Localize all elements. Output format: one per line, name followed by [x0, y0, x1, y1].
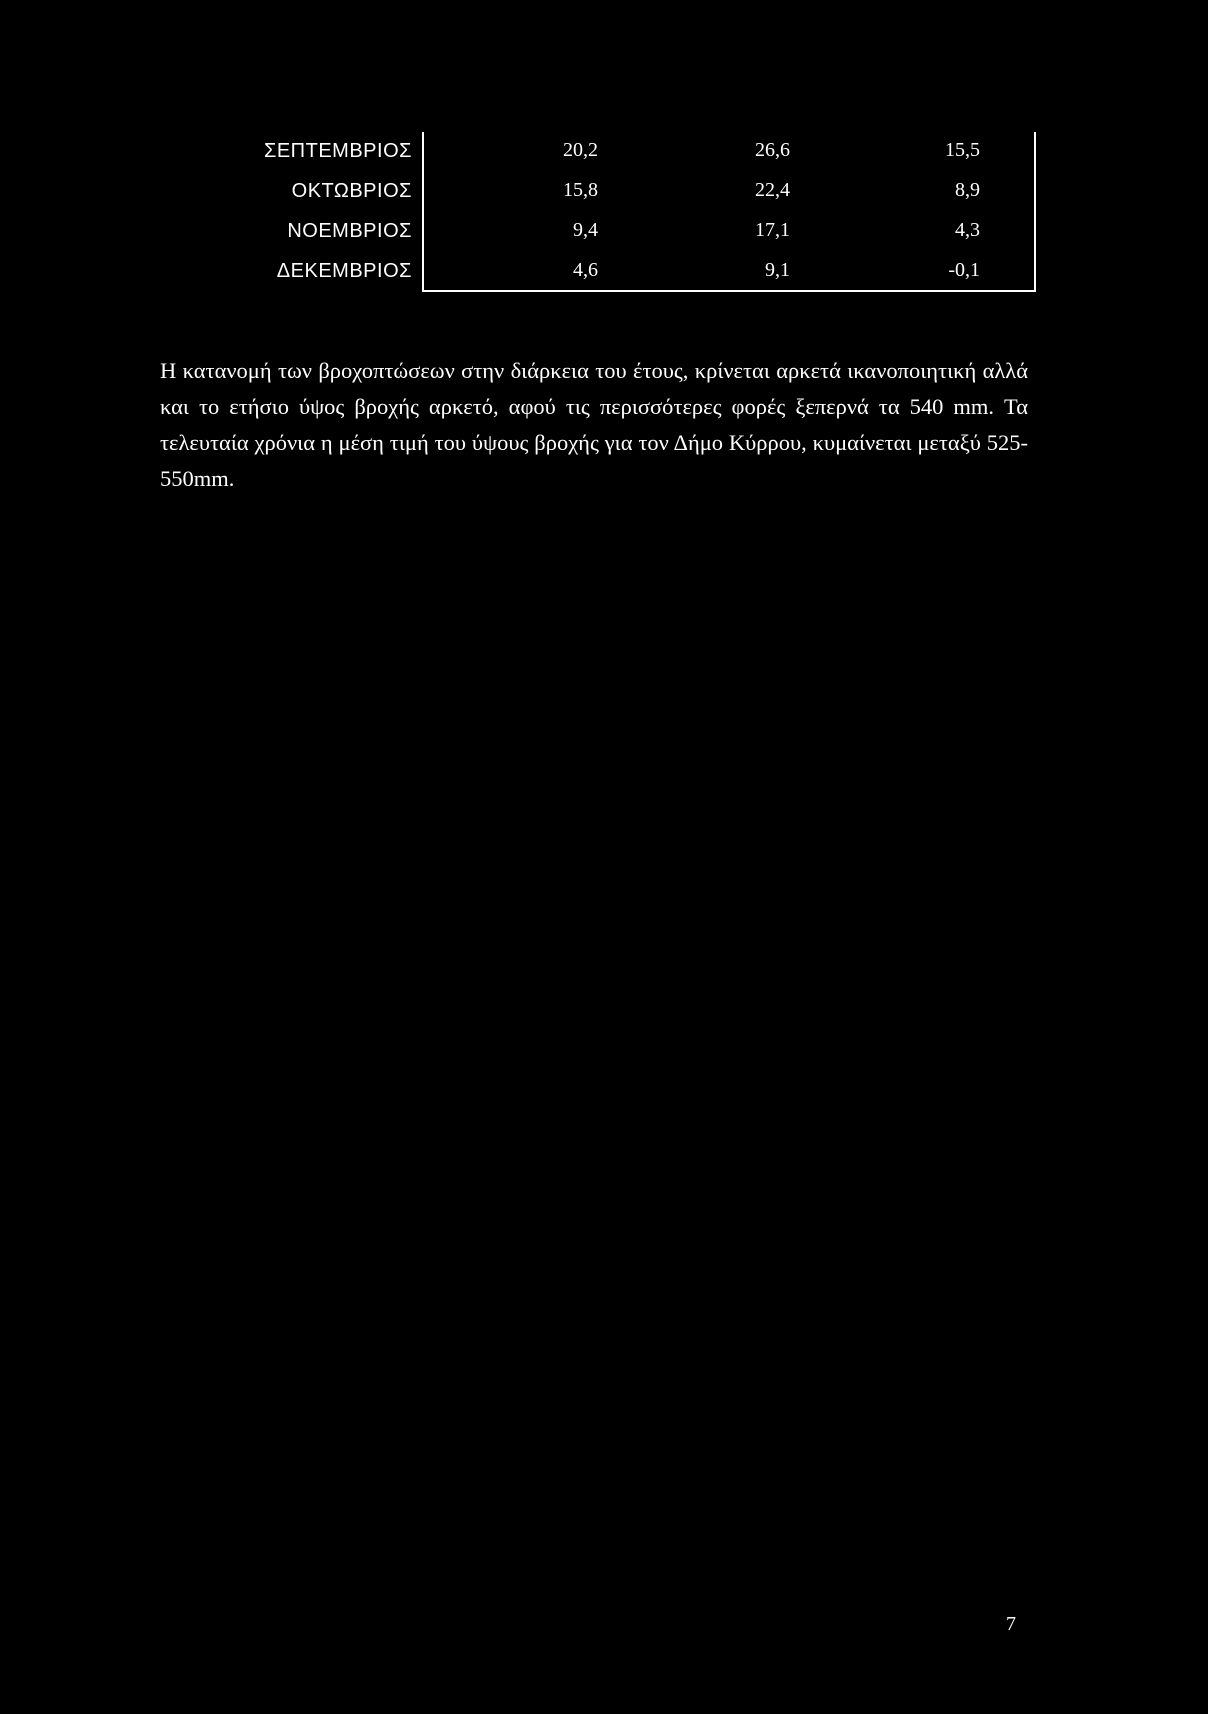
month-cell: ΔΕΚΕΜΒΡΙΟΣ: [276, 259, 412, 282]
table-row: [160, 251, 1036, 291]
month-cell: ΟΚΤΩΒΡΙΟΣ: [291, 179, 412, 202]
value-cell: 8,9: [955, 179, 980, 201]
value-cell: -0,1: [948, 259, 980, 281]
body-paragraph: Η κατανομή των βροχοπτώσεων στην διάρκεια του έτους, κρίνεται αρκετά ικανοποιητική αλλά και το ετήσιο ύψος βροχής αρκετό, αφού τις περισσότερες φορές ξεπερνά τα 540 mm. Τα τελευταία χρόνια η μέση τιμή του ύψους βροχής για τον Δήμο Κύρρου, κυμαίνεται μεταξύ 525-550mm.: [160, 357, 1028, 491]
value-cell: 17,1: [755, 219, 790, 241]
value-cell: 22,4: [755, 179, 790, 201]
values-group: [422, 211, 1036, 251]
values-group: [422, 171, 1036, 211]
page-number: 7: [1006, 1613, 1016, 1635]
value-cell: 15,5: [945, 139, 980, 161]
table-row: [160, 131, 1036, 171]
table-row: [160, 211, 1036, 251]
values-group: [422, 251, 1036, 291]
values-group: [422, 131, 1036, 171]
temperature-table: [160, 131, 1036, 291]
value-cell: 9,4: [573, 219, 598, 241]
value-cell: 9,1: [765, 259, 790, 281]
value-cell: 20,2: [563, 139, 598, 161]
month-cell: ΝΟΕΜΒΡΙΟΣ: [287, 219, 412, 242]
month-cell: ΣΕΠΤΕΜΒΡΙΟΣ: [263, 139, 412, 162]
value-cell: 26,6: [755, 139, 790, 161]
value-cell: 4,6: [573, 259, 598, 281]
value-cell: 15,8: [563, 179, 598, 201]
table-row: [160, 171, 1036, 211]
value-cell: 4,3: [955, 219, 980, 241]
